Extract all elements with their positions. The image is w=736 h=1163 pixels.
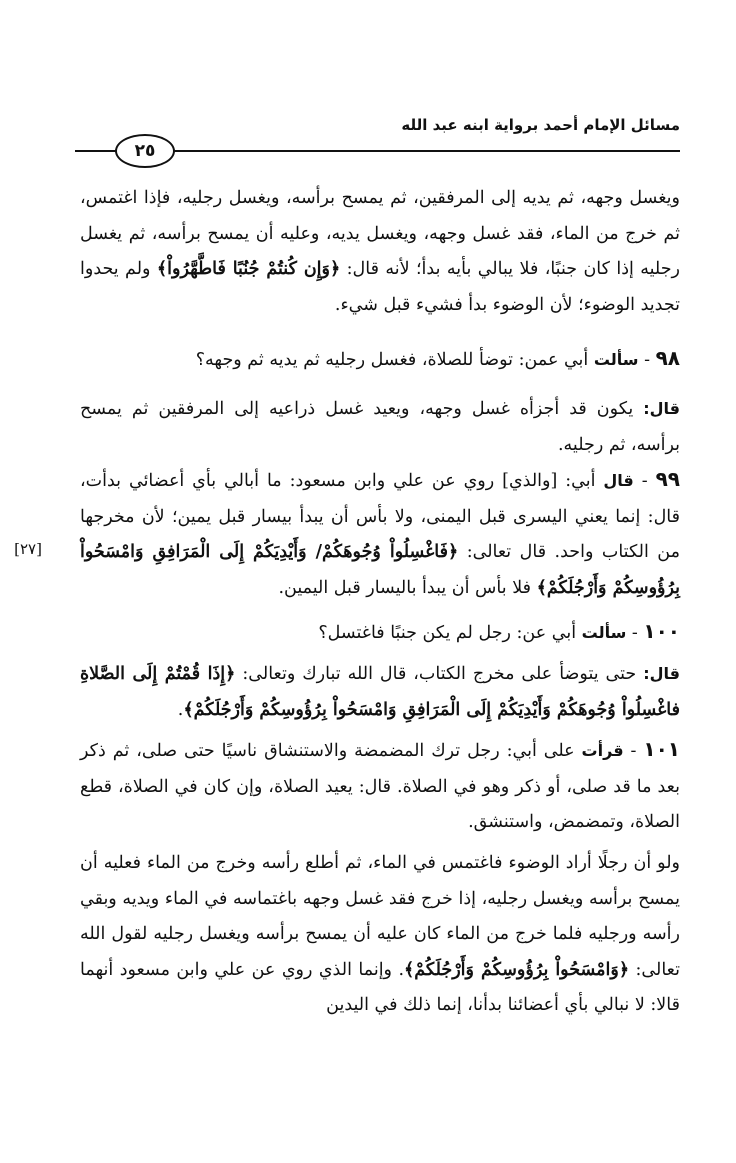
- page-number: ٢٥: [115, 134, 175, 168]
- issue-keyword: قال: [603, 471, 634, 490]
- paragraph-100-answer: [80, 656, 680, 728]
- body-text: أبي: [والذي] روي عن علي وابن مسعود: ما أبالي بأي أعضائي بدأت، قال: إنما يعني اليسرى قبل اليمنى، ولا بأس أن يبدأ بيسار قبل يمين؛ لأن مخرجها من الكتاب واحد. قال تعالى:: [80, 471, 680, 562]
- issue-number: ٩٨: [655, 346, 680, 370]
- body-text: ولو أن رجلًا أراد الوضوء فاغتمس في الماء، ثم أطلع رأسه وخرج من الماء فعليه أن يمسح برأسه ويغسل رجليه، إذا خرج فقد غسل وجهه باغتماسه في الماء ويديه وبقي رأسه ورجليه فلما خرج من الماء كان عليه أن يمسح برأسه ويغسل رجليه لقول الله تعالى:: [80, 853, 680, 980]
- body-text-continued: ولم يحدوا تجديد الوضوء؛ لأن الوضوء بدأ فشيء قبل شيء.: [80, 259, 680, 315]
- issue-number: ٩٩: [655, 467, 680, 491]
- quran-verse: ﴿وَامْسَحُواْ بِرُؤُوسِكُمْ وَأَرْجُلَكُمْ﴾: [404, 959, 630, 980]
- answer-keyword: قال:: [643, 664, 680, 683]
- quran-verse: ﴿إِذَا قُمْتُمْ إِلَى الصَّلاةِ فاغْسِلُواْ وُجُوهَكُمْ وَأَيْدِيَكُمْ إِلَى الْمَرَافِقِ وَامْسَحُواْ بِرُؤُوسِكُمْ وَأَرْجُلَكُمْ﴾: [80, 664, 680, 720]
- body-text-continued: .: [177, 699, 184, 720]
- quran-verse: ﴿وَإِن كُنتُمْ جُنُبًا فَاطَّهَّرُواْ﴾: [156, 259, 341, 279]
- body-text: أبي عمن: توضأ للصلاة، فغسل رجليه ثم يديه ثم وجهه؟: [195, 350, 594, 370]
- running-header: مسائل الإمام أحمد برواية ابنه عبد الله: [401, 116, 680, 134]
- paragraph-98-answer: [80, 391, 680, 463]
- body-text: يكون قد أجزأه غسل وجهه، ويعيد غسل ذراعيه إلى المرفقين ثم يمسح برأسه، ثم رجليه.: [80, 399, 680, 455]
- body-text: على أبي: رجل ترك المضمضة والاستنشاق ناسيًا حتى صلى، ثم ذكر بعد ما قد صلى، أو ذكر وهو في الصلاة. قال: يعيد الصلاة، وإن كان في الصلاة، قطع الصلاة، وتمضمض، واستنشق.: [80, 741, 680, 832]
- paragraph-1: [80, 181, 680, 323]
- body-text: أبي عن: رجل لم يكن جنبًا فاغتسل؟: [318, 623, 582, 643]
- issue-keyword: سألت: [581, 623, 627, 642]
- paragraph-101: ١٠١ - قرأت على أبي: رجل ترك المضمضة والاستنشاق ناسيًا حتى صلى، ثم ذكر بعد ما قد صلى، أو ذكر وهو في الصلاة. قال: يعيد الصلاة، وإن كان في الصلاة، قطع الصلاة، وتمضمض، واستنشق.: [80, 737, 680, 832]
- issue-keyword: سألت: [593, 350, 639, 369]
- body-text-continued: فلا بأس أن يبدأ باليسار قبل اليمين.: [278, 577, 537, 598]
- paragraph-100: ١٠٠ - سألت أبي عن: رجل لم يكن جنبًا فاغتسل؟: [318, 619, 680, 643]
- original-page-reference: [٢٧]: [14, 540, 42, 558]
- issue-number: ١٠٠: [643, 619, 680, 643]
- paragraph-commentary: [80, 846, 680, 1024]
- issue-number: ١٠١: [643, 737, 680, 761]
- body-text: ويغسل وجهه، ثم يديه إلى المرفقين، ثم يمسح برأسه، ويغسل رجليه، فإذا اغتمس، ثم خرج من الماء، فقد غسل وجهه، ويغسل يديه، وعليه أن يمسح برأسه، ثم يغسل رجليه إذا كان جنبًا، فلا يبالي بأيه بدأ؛ لأنه قال:: [80, 188, 680, 279]
- paragraph-98: ٩٨ - سألت أبي عمن: توضأ للصلاة، فغسل رجليه ثم يديه ثم وجهه؟: [195, 346, 680, 370]
- answer-keyword: قال:: [643, 399, 680, 418]
- quran-verse: ﴿فَاغْسِلُواْ وُجُوهَكُمْ/ وَأَيْدِيَكُمْ إِلَى الْمَرَافِقِ وَامْسَحُواْ بِرُؤُوسِكُمْ وَأَرْجُلَكُمْ﴾: [80, 542, 680, 598]
- body-text-continued: . وإنما الذي روي عن علي وابن مسعود أنهما قالا: لا نبالي بأي أعضائنا بدأنا، إنما ذلك في اليدين: [80, 959, 680, 1015]
- body-text: حتى يتوضأ على مخرج الكتاب، قال الله تبارك وتعالى:: [242, 664, 644, 684]
- paragraph-99: ٩٩ - قال أبي: [والذي] روي عن علي وابن مسعود: ما أبالي بأي أعضائي بدأت، قال: إنما يعني اليسرى قبل اليمنى، ولا بأس أن يبدأ بيسار قبل يمين؛ لأن مخرجها من الكتاب واحد. قال تعالى: ﴿فَاغْسِلُواْ وُجُوهَكُمْ/ وَأَيْدِيَكُمْ إِلَى الْمَرَافِقِ وَامْسَحُواْ بِرُؤُوسِكُمْ وَأَرْجُلَكُمْ﴾ فلا بأس أن يبدأ باليسار قبل اليمين.: [80, 467, 680, 598]
- issue-keyword: قرأت: [581, 741, 624, 760]
